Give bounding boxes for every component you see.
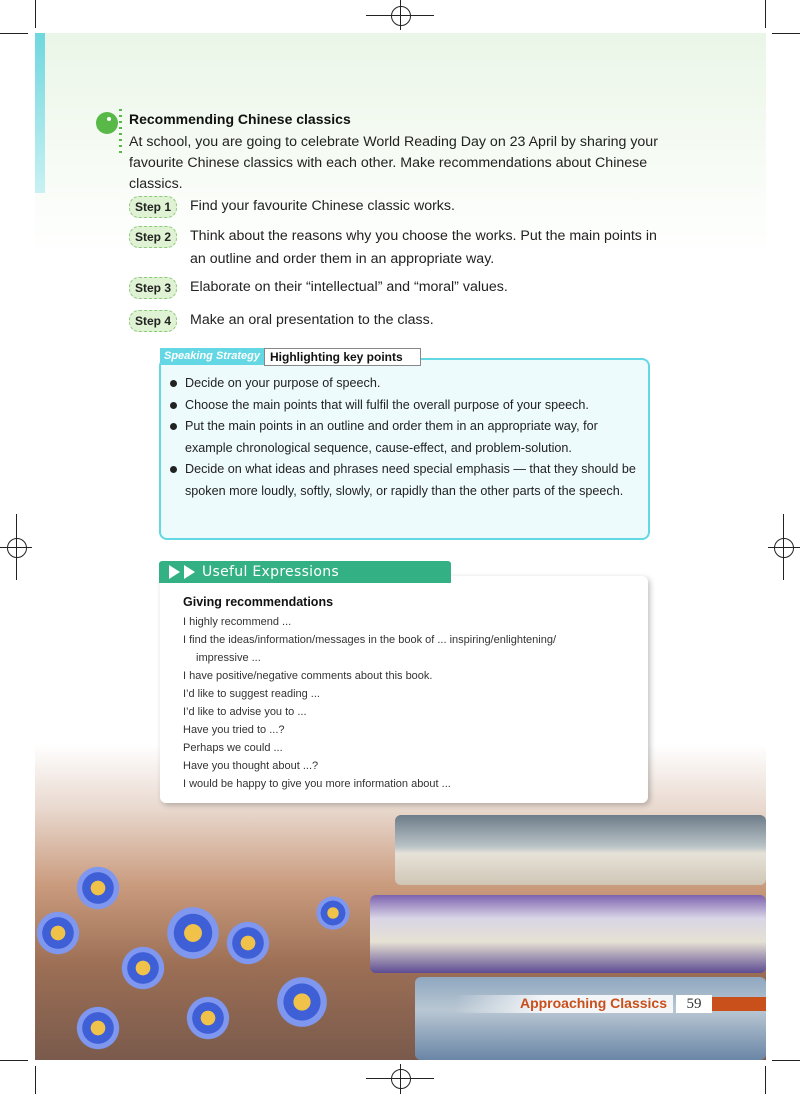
list-item: I’d like to advise you to ... xyxy=(183,706,307,718)
step-badge: Step 3 xyxy=(129,277,177,299)
page-number: 59 xyxy=(676,995,712,1013)
list-item: I highly recommend ... xyxy=(183,616,292,628)
list-item: Perhaps we could ... xyxy=(183,742,283,754)
flower xyxy=(225,920,271,966)
flower xyxy=(275,975,329,1029)
dotted-line xyxy=(119,109,122,153)
list-item: Have you thought about ...? xyxy=(183,760,319,772)
crop-mark xyxy=(772,33,800,34)
list-item: I would be happy to give you more information about ... xyxy=(183,778,451,790)
book-purple xyxy=(370,895,766,973)
step-text: Find your favourite Chinese classic works. xyxy=(190,198,455,214)
decorative-strip xyxy=(35,33,45,193)
strategy-list xyxy=(170,373,636,502)
play-arrow-icon xyxy=(169,565,180,579)
crop-mark xyxy=(765,1066,766,1094)
step-badge: Step 4 xyxy=(129,310,177,332)
bullet-icon xyxy=(170,466,177,473)
book-top xyxy=(395,815,766,885)
step-text: Make an oral presentation to the class. xyxy=(190,312,434,328)
list-item: impressive ... xyxy=(196,652,261,664)
speaking-icon xyxy=(96,112,118,134)
crop-mark xyxy=(0,33,28,34)
flower xyxy=(75,1005,121,1051)
speaking-strategy-title: Highlighting key points xyxy=(264,348,421,366)
step-badge: Step 2 xyxy=(129,226,177,248)
speaking-strategy-tab: Speaking Strategy xyxy=(160,348,264,365)
list-item: I find the ideas/information/messages in the book of ... inspiring/enlightening/ xyxy=(183,634,557,646)
flower xyxy=(35,910,81,956)
expressions-list xyxy=(183,613,623,793)
crop-mark xyxy=(35,0,36,28)
flower xyxy=(185,995,231,1041)
flower xyxy=(315,895,351,931)
list-item: I’d like to suggest reading ... xyxy=(183,688,320,700)
useful-expressions-header xyxy=(159,561,451,583)
chapter-title: Approaching Classics xyxy=(455,995,673,1013)
list-item: I have positive/negative comments about this book. xyxy=(183,670,433,682)
activity-intro: At school, you are going to celebrate World Reading Day on 23 April by sharing your favourite Chinese classics with each other. Make recommendations about Chinese classics. xyxy=(129,134,658,192)
list-item xyxy=(170,416,636,459)
crop-mark xyxy=(35,1066,36,1094)
strategy-point: Put the main points in an outline and order them in an appropriate way, for example chronological sequence, cause-effect, and problem-solution. xyxy=(185,419,598,455)
strategy-point: Decide on your purpose of speech. xyxy=(185,376,381,390)
crop-mark xyxy=(0,1060,28,1061)
book-bottom xyxy=(415,977,766,1060)
list-item xyxy=(170,373,636,395)
bullet-icon xyxy=(170,380,177,387)
step-text: Elaborate on their “intellectual” and “moral” values. xyxy=(190,279,508,295)
strategy-point: Decide on what ideas and phrases need special emphasis — that they should be spoken more loudly, softly, slowly, or rapidly than the other parts of the speech. xyxy=(185,462,636,498)
step-text: Think about the reasons why you choose the works. Put the main points in an outline and order them in an appropriate way. xyxy=(190,228,657,267)
list-item xyxy=(170,459,636,502)
strategy-point: Choose the main points that will fulfil the overall purpose of your speech. xyxy=(185,397,589,412)
registration-mark xyxy=(774,538,794,558)
bullet-icon xyxy=(170,423,177,430)
useful-expressions-title: Useful Expressions xyxy=(202,564,339,580)
expressions-heading: Giving recommendations xyxy=(183,595,334,609)
play-arrow-icon xyxy=(184,565,195,579)
flower xyxy=(165,905,221,961)
flower xyxy=(120,945,166,991)
list-item: Have you tried to ...? xyxy=(183,724,285,736)
footer-accent-bar xyxy=(712,997,766,1011)
registration-mark xyxy=(391,1069,411,1089)
registration-mark xyxy=(7,538,27,558)
list-item xyxy=(170,395,636,417)
crop-mark xyxy=(765,0,766,28)
step-badge: Step 1 xyxy=(129,196,177,218)
bullet-icon xyxy=(170,402,177,409)
flower xyxy=(75,865,121,911)
registration-mark xyxy=(391,6,411,26)
activity-heading: Recommending Chinese classics xyxy=(129,111,351,127)
crop-mark xyxy=(772,1060,800,1061)
